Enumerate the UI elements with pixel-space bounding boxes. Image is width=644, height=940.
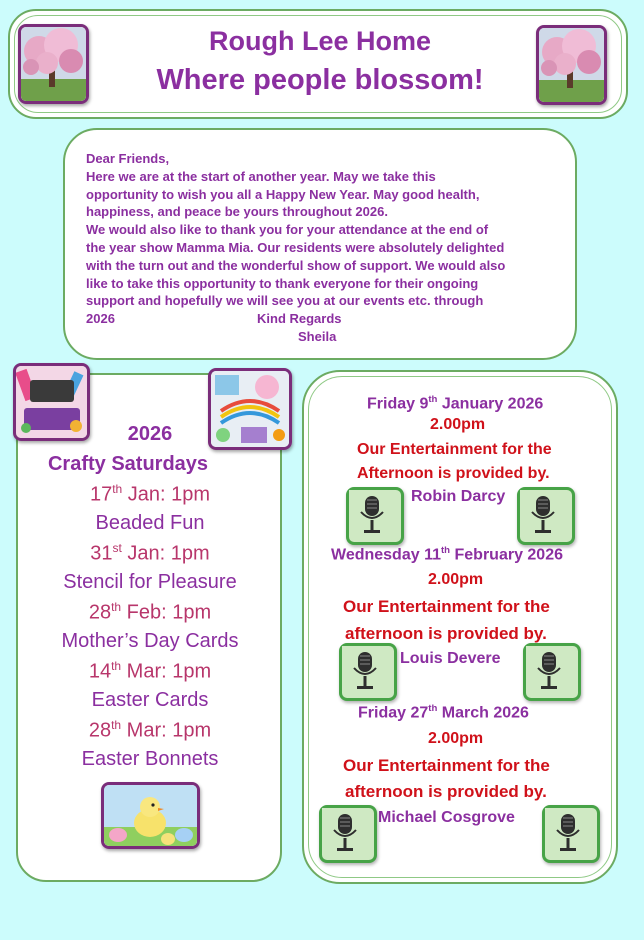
letter-line: Dear Friends, — [86, 151, 170, 166]
crafty-year: 2026 — [127, 423, 173, 445]
microphone-icon — [339, 643, 397, 701]
event-intro: Our Entertainment for the — [343, 756, 550, 775]
craft-activity: Mother’s Day Cards — [61, 630, 239, 652]
event-intro: Afternoon is provided by. — [357, 465, 550, 482]
letter-line: Here we are at the start of another year. May we take this — [86, 168, 436, 184]
easter-chick-photo — [101, 782, 200, 849]
event-intro: afternoon is provided by. — [345, 624, 547, 643]
craft-activity: Stencil for Pleasure — [63, 571, 237, 593]
event-intro: Our Entertainment for the — [357, 441, 552, 458]
microphone-icon — [517, 487, 575, 545]
microphone-icon — [346, 487, 404, 545]
craft-activity: Beaded Fun — [95, 512, 205, 534]
event-date: Wednesday 11th February 2026 — [331, 545, 563, 564]
craft-date: 28th Feb: 1pm — [88, 600, 212, 624]
letter-line: with the turn out and the wonderful show of support. We would also — [86, 257, 506, 273]
event-intro: Our Entertainment for the — [343, 597, 550, 616]
blossom-tree-icon — [21, 27, 86, 101]
letter-text — [86, 150, 566, 346]
event-time: 2.00pm — [428, 571, 484, 588]
letter-line: like to take this opportunity to thank everyone for their ongoing — [86, 275, 479, 291]
craft-date: 17th Jan: 1pm — [89, 482, 211, 506]
letter-line: opportunity to wish you all a Happy New Year. May good health, — [86, 186, 480, 202]
microphone-icon — [542, 805, 600, 863]
letter-closing: Kind Regards — [257, 311, 342, 327]
event-time: 2.00pm — [428, 730, 484, 747]
home-slogan: Where people blossom! — [156, 64, 484, 96]
letter-signature: Sheila — [298, 328, 337, 344]
blossom-tree-icon — [539, 28, 604, 102]
home-title: Rough Lee Home — [208, 26, 431, 56]
microphone-icon — [523, 643, 581, 701]
craft-activity: Easter Bonnets — [81, 748, 219, 770]
event-time: 2.00pm — [430, 416, 486, 433]
letter-year: 2026 — [86, 311, 115, 327]
letter-line: support and hopefully we will see you at our events etc. through — [86, 293, 484, 309]
event-performer: Robin Darcy — [411, 488, 506, 505]
easter-chick-icon — [104, 785, 197, 846]
event-performer: Louis Devere — [400, 650, 501, 667]
craft-date: 28th Mar: 1pm — [88, 718, 212, 742]
blossom-photo-right — [536, 25, 607, 105]
letter-line: the year show Mamma Mia. Our residents were absolutely delighted — [86, 239, 505, 255]
event-performer: Michael Cosgrove — [378, 809, 515, 826]
blossom-photo-left — [18, 24, 89, 104]
craft-date: 31st Jan: 1pm — [90, 541, 210, 565]
event-date: Friday 9th January 2026 — [367, 394, 544, 413]
craft-activity: Easter Cards — [91, 689, 209, 711]
letter-line: We would also like to thank you for your attendance at the end of — [86, 222, 489, 238]
crafty-heading: Crafty Saturdays — [47, 453, 209, 475]
event-date: Friday 27th March 2026 — [358, 703, 529, 722]
letter-line: happiness, and peace be yours throughout 2026. — [86, 204, 388, 220]
event-intro: afternoon is provided by. — [345, 782, 547, 801]
microphone-icon — [319, 805, 377, 863]
craft-date: 14th Mar: 1pm — [88, 659, 212, 683]
